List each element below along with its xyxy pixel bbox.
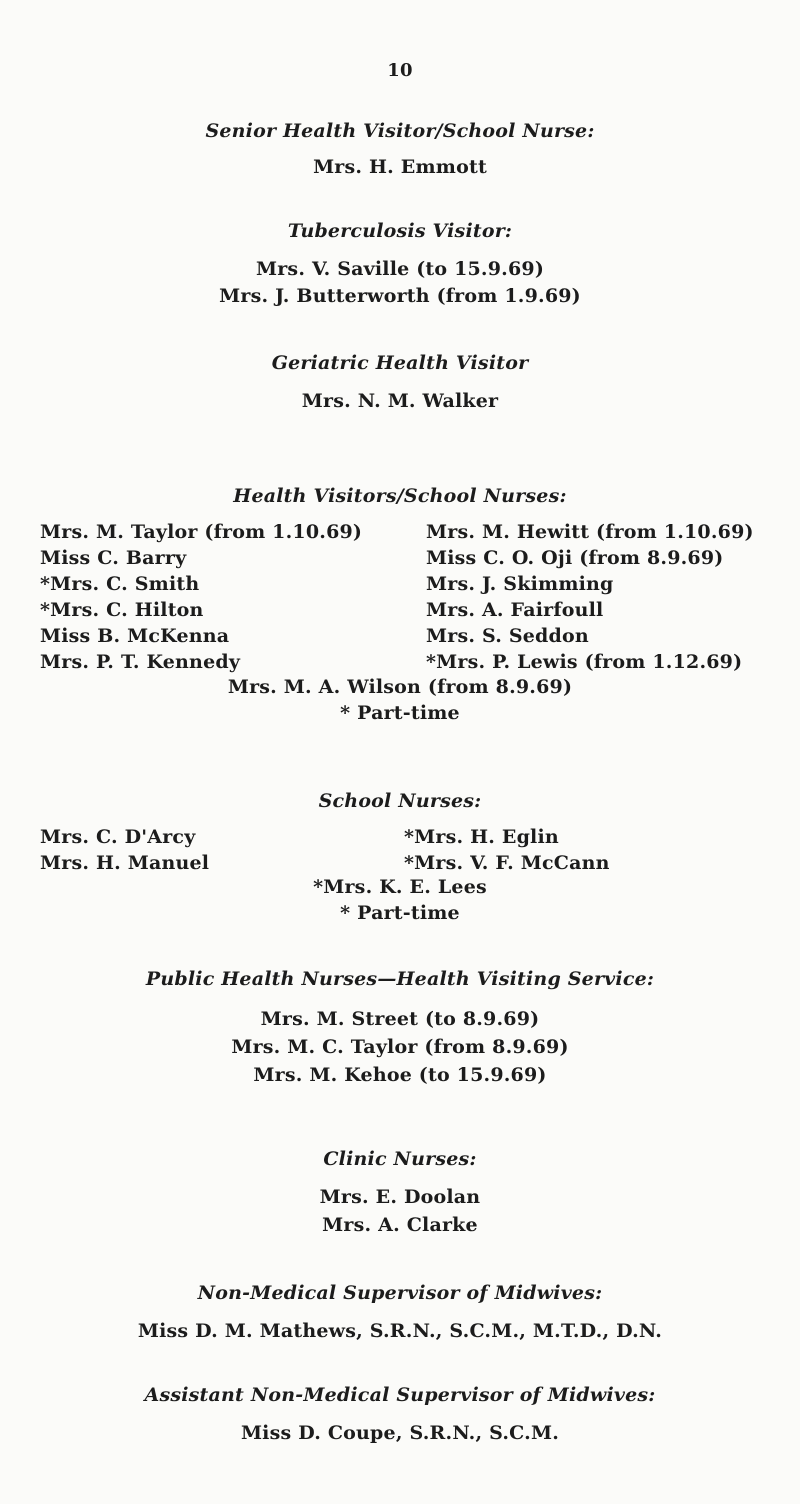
section-heading-geriatric: Geriatric Health Visitor <box>271 352 529 374</box>
health-visitors-right-column <box>426 519 754 675</box>
staff-name: Mrs. M. Taylor (from 1.10.69) <box>40 521 363 543</box>
part-time-note: * Part-time <box>340 902 460 924</box>
page-number: 10 <box>387 60 413 81</box>
part-time-note: * Part-time <box>340 702 460 724</box>
staff-name: Mrs. P. T. Kennedy <box>40 651 241 673</box>
staff-name: Miss D. Coupe, S.R.N., S.C.M. <box>240 1422 560 1444</box>
section-heading-public-health: Public Health Nurses—Health Visiting Service: <box>145 968 655 990</box>
staff-name: Miss C. Barry <box>40 547 187 569</box>
section-heading-supervisor: Non-Medical Supervisor of Midwives: <box>197 1282 603 1304</box>
school-nurses-right-column <box>404 824 610 876</box>
staff-name: Mrs. M. Street (to 8.9.69) <box>260 1008 540 1030</box>
staff-name: *Mrs. H. Eglin <box>404 826 559 848</box>
staff-name: Mrs. N. M. Walker <box>301 390 499 412</box>
section-heading-clinic: Clinic Nurses: <box>323 1148 477 1170</box>
staff-name: Mrs. M. Hewitt (from 1.10.69) <box>426 521 754 543</box>
staff-name: Mrs. M. Kehoe (to 15.9.69) <box>253 1064 547 1086</box>
staff-name: *Mrs. V. F. McCann <box>404 852 610 874</box>
staff-name: Mrs. A. Fairfoull <box>426 599 604 621</box>
health-visitors-left-column <box>40 519 362 675</box>
staff-name: Miss D. M. Mathews, S.R.N., S.C.M., M.T.D., D.N. <box>137 1320 663 1342</box>
staff-name: Mrs. S. Seddon <box>426 625 589 647</box>
staff-name: *Mrs. P. Lewis (from 1.12.69) <box>426 651 743 673</box>
staff-name: Mrs. E. Doolan <box>319 1186 481 1208</box>
section-heading-assistant-supervisor: Assistant Non-Medical Supervisor of Midwives: <box>144 1384 656 1406</box>
staff-name: Mrs. C. D'Arcy <box>40 826 196 848</box>
staff-name: Mrs. H. Manuel <box>40 852 210 874</box>
staff-name: Mrs. M. C. Taylor (from 8.9.69) <box>231 1036 569 1058</box>
staff-name: Mrs. V. Saville (to 15.9.69) <box>255 258 545 280</box>
staff-name: *Mrs. K. E. Lees <box>313 876 487 898</box>
staff-name: Mrs. A. Clarke <box>322 1214 478 1236</box>
staff-name: Mrs. M. A. Wilson (from 8.9.69) <box>227 676 573 698</box>
staff-name: *Mrs. C. Smith <box>40 573 200 595</box>
section-heading-school-nurses: School Nurses: <box>318 790 482 812</box>
section-heading-tuberculosis: Tuberculosis Visitor: <box>287 220 513 242</box>
school-nurses-left-column <box>40 824 209 876</box>
staff-name: *Mrs. C. Hilton <box>40 599 204 621</box>
section-heading-health-visitors: Health Visitors/School Nurses: <box>233 485 567 507</box>
staff-name: Mrs. J. Butterworth (from 1.9.69) <box>219 285 581 307</box>
section-heading-senior: Senior Health Visitor/School Nurse: <box>205 120 595 142</box>
staff-name: Miss B. McKenna <box>40 625 230 647</box>
staff-name: Mrs. H. Emmott <box>313 156 487 178</box>
staff-name: Miss C. O. Oji (from 8.9.69) <box>426 547 724 569</box>
staff-name: Mrs. J. Skimming <box>426 573 614 595</box>
